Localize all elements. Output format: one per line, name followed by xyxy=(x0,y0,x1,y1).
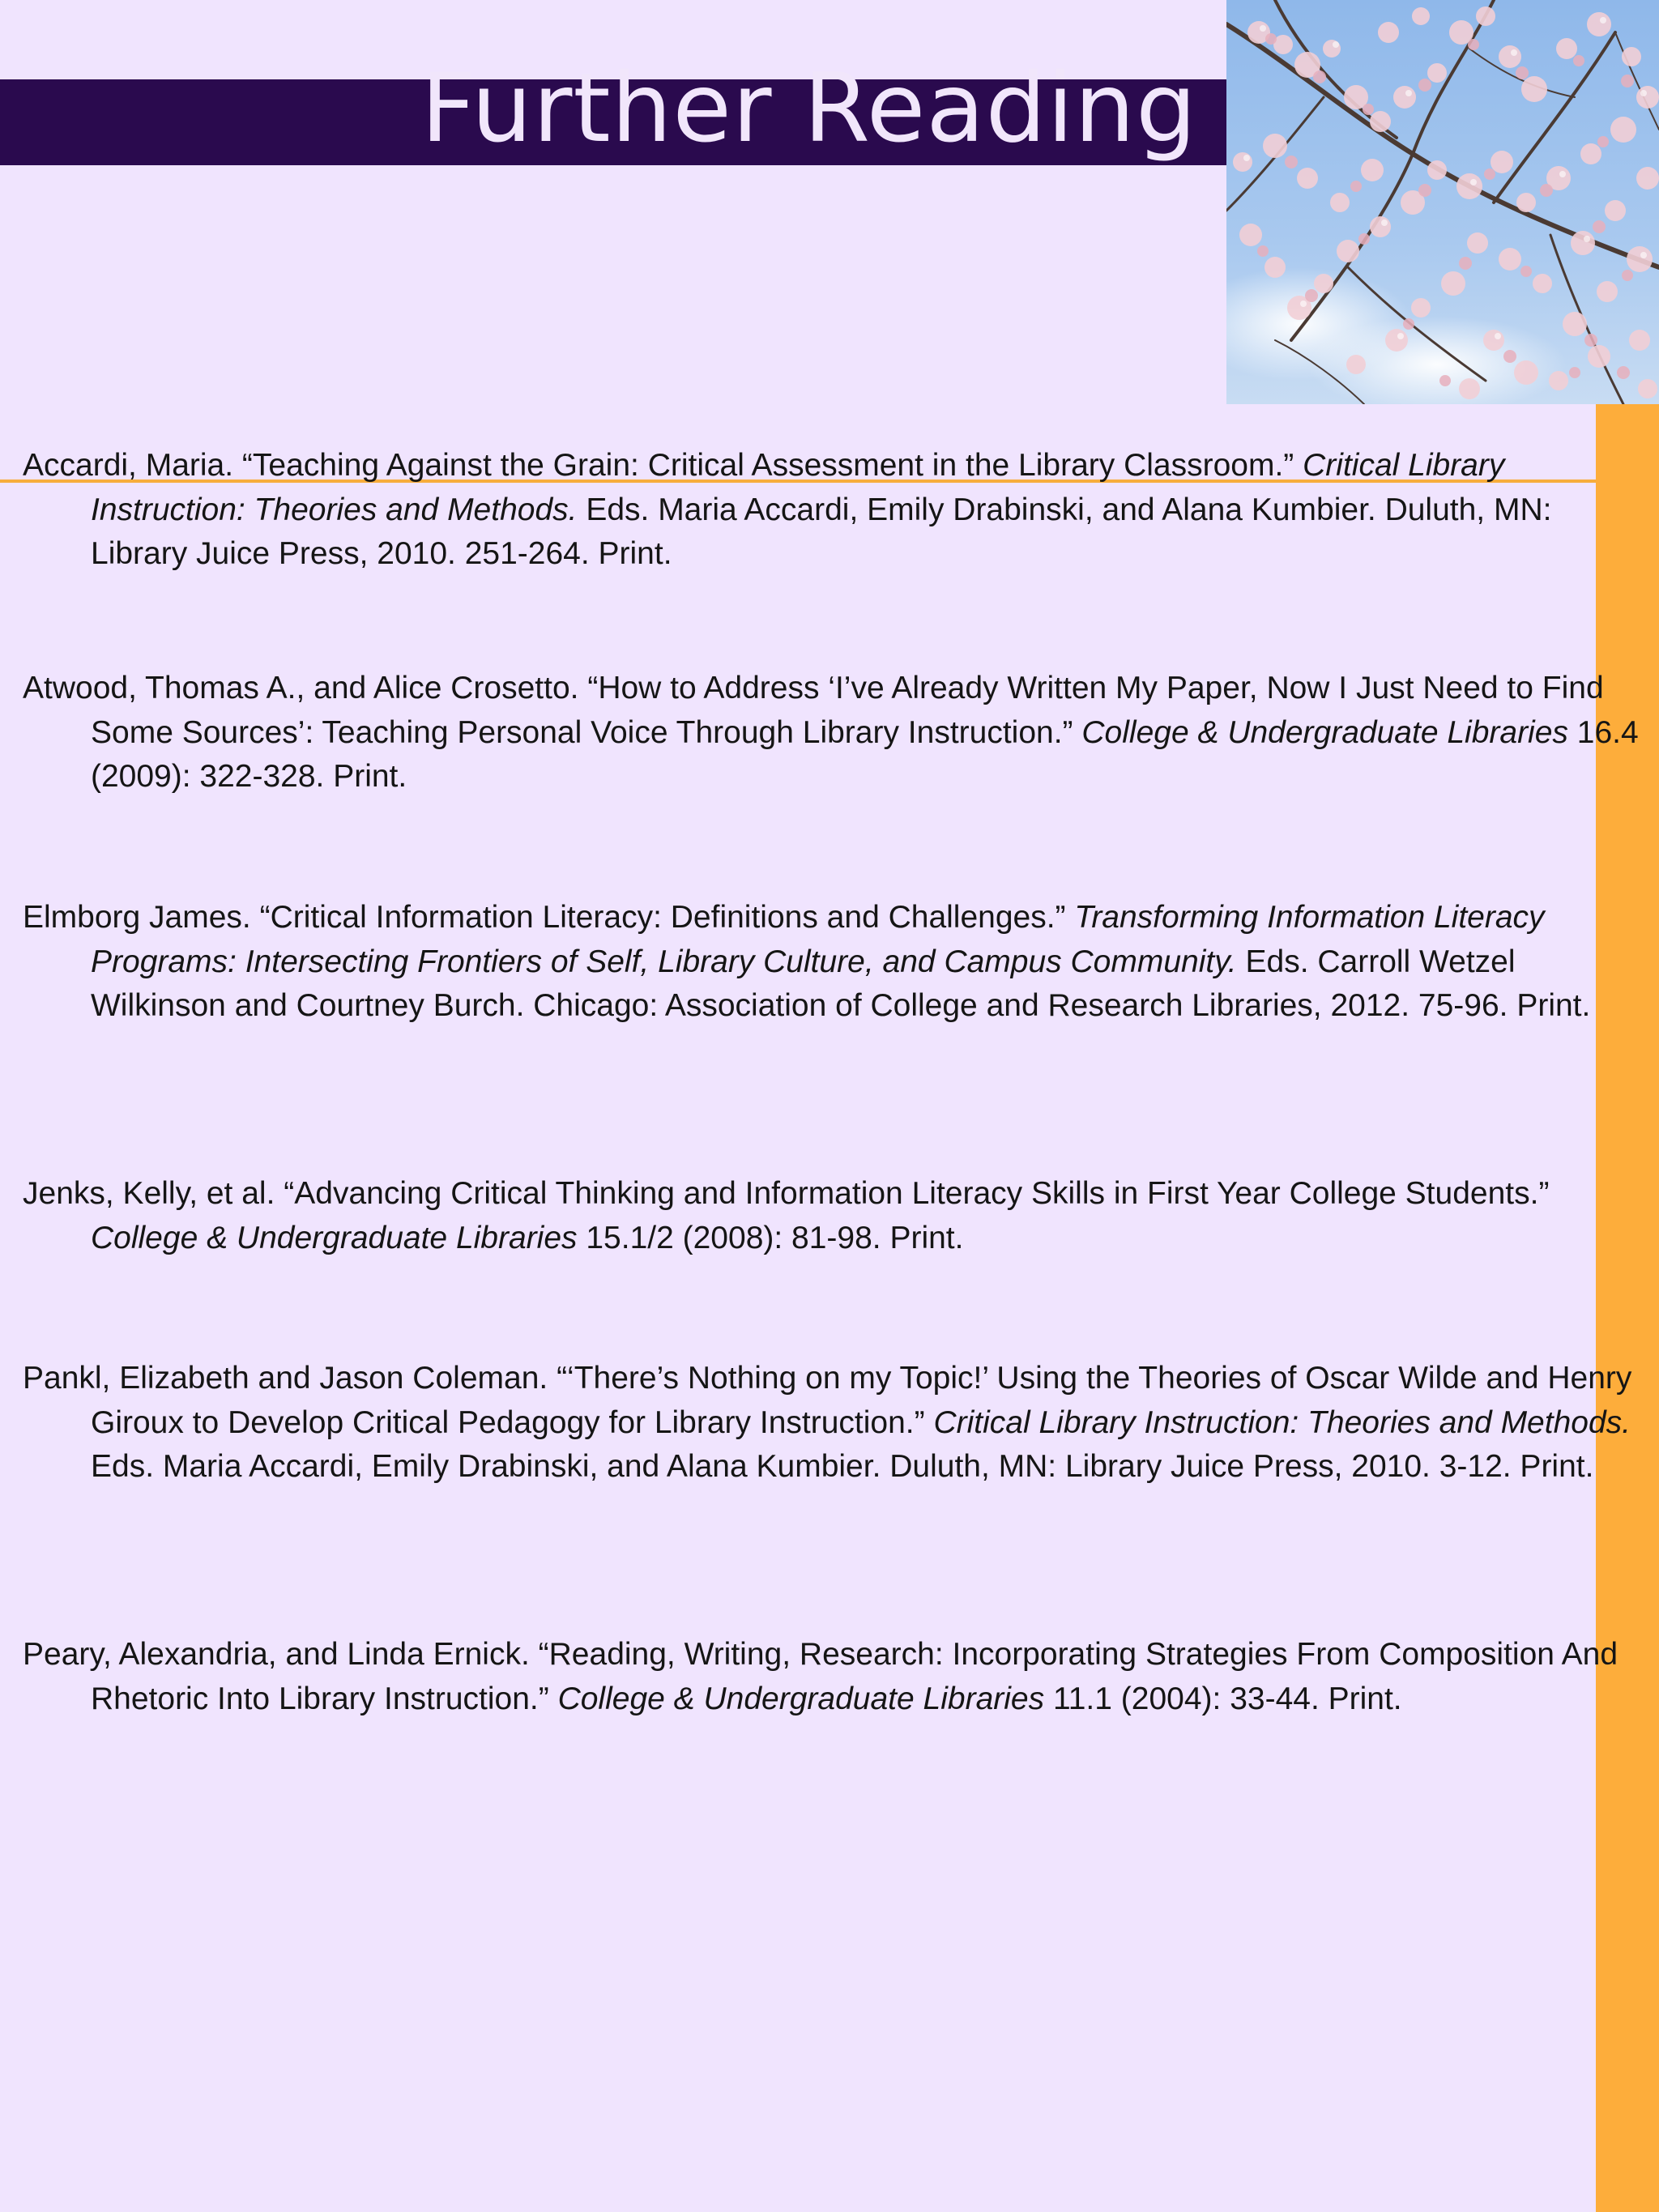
reference-title: “Teaching Against the Grain: Critical Assessment in the Library Classroom.” xyxy=(241,448,1303,483)
reference-title: “‘There’s Nothing on my Topic!’ Using the Theories of Oscar Wilde and Henry Giroux to Develop Critical Pedagogy for Library Instruction.” xyxy=(91,1361,1632,1440)
reference-author: Pankl, Elizabeth and Jason Coleman. xyxy=(23,1361,557,1396)
cherry-blossom-image xyxy=(1226,0,1659,404)
reference-source: College & Undergraduate Libraries xyxy=(91,1220,578,1255)
reference-entry xyxy=(23,1172,1646,1260)
reference-details: 15.1/2 (2008): 81-98. Print. xyxy=(577,1220,964,1255)
reference-details: Eds. Maria Accardi, Emily Drabinski, and Alana Kumbier. Duluth, MN: Library Juice Press, 2010. 251-264. Print. xyxy=(91,492,1552,571)
reference-entry xyxy=(23,1357,1646,1490)
cherry-blossom-photo xyxy=(1226,0,1659,404)
reference-entry xyxy=(23,444,1646,577)
reference-details: Eds. Maria Accardi, Emily Drabinski, and Alana Kumbier. Duluth, MN: Library Juice Press, 2010. 3-12. Print. xyxy=(91,1449,1594,1484)
reference-source: College & Undergraduate Libraries xyxy=(557,1681,1045,1716)
reference-source: Transforming Information Literacy Programs: Intersecting Frontiers of Self, Library Culture, and Campus Community. xyxy=(91,900,1545,979)
reference-author: Elmborg James. xyxy=(23,900,260,935)
reference-source: Critical Library Instruction: Theories and Methods. xyxy=(91,448,1505,527)
reference-author: Peary, Alexandria, and Linda Ernick. xyxy=(23,1637,539,1672)
reference-title: “Advancing Critical Thinking and Information Literacy Skills in First Year College Students.” xyxy=(284,1176,1550,1211)
reference-entry xyxy=(23,667,1646,799)
reference-details: 16.4 (2009): 322-328. Print. xyxy=(91,714,1639,794)
reference-source: Critical Library Instruction: Theories and Methods. xyxy=(933,1404,1631,1440)
reference-entry xyxy=(23,1633,1646,1721)
page-title: Further Reading xyxy=(420,52,1197,164)
reference-author: Accardi, Maria. xyxy=(23,448,242,483)
reference-author: Jenks, Kelly, et al. xyxy=(23,1176,284,1211)
reference-title: “Reading, Writing, Research: Incorporating Strategies From Composition And Rhetoric Into Library Instruction.” xyxy=(91,1637,1618,1716)
reference-title: “Critical Information Literacy: Definitions and Challenges.” xyxy=(259,900,1075,935)
reference-author: Atwood, Thomas A., and Alice Crosetto. xyxy=(23,671,588,705)
reference-title: “How to Address ‘I’ve Already Written My Paper, Now I Just Need to Find Some Sources’: Teaching Personal Voice Through Library Instruction.” xyxy=(91,671,1604,750)
reference-entry xyxy=(23,896,1646,1029)
title-bar xyxy=(0,52,1226,165)
reference-details: Eds. Carroll Wetzel Wilkinson and Courtney Burch. Chicago: Association of College and Research Libraries, 2012. 75-96. Print. xyxy=(91,944,1591,1023)
reference-details: 11.1 (2004): 33-44. Print. xyxy=(1044,1681,1402,1716)
reference-source: College & Undergraduate Libraries xyxy=(1081,714,1568,750)
